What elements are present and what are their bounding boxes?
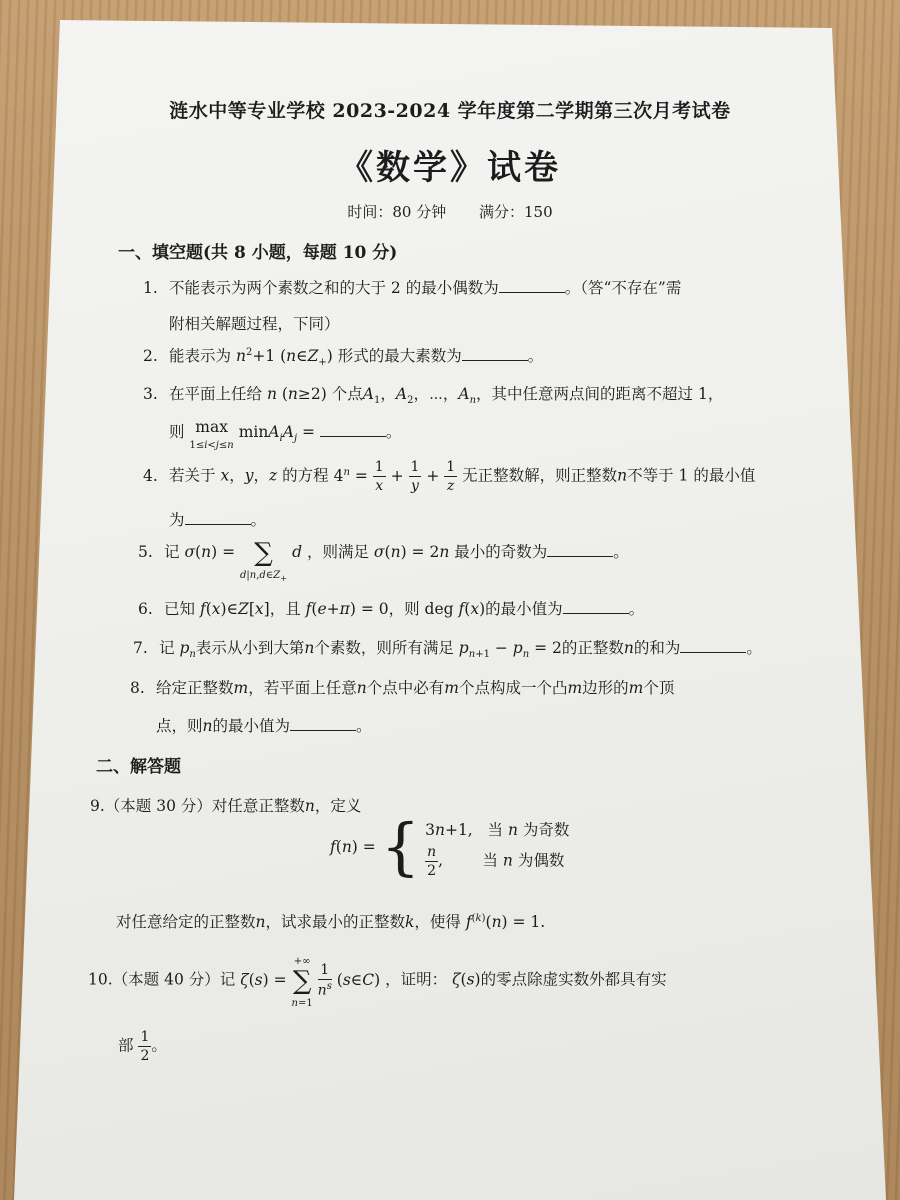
question-text: 的最小值为	[485, 600, 563, 618]
exam-meta	[0, 201, 900, 222]
formula: $4^n$ = $\frac{1}{x}$ + $\frac{1}{y}$ + $\frac{1}{z}$	[333, 459, 456, 494]
question-text: ，使得	[414, 913, 461, 931]
question-text: ，则	[388, 600, 420, 618]
formula: f(x)∈Z[x]	[199, 600, 270, 618]
question-text: 的正整数	[561, 639, 624, 657]
formula: $p_{n+1} - p_n = 2$	[458, 639, 562, 661]
question-text: 已知	[164, 600, 196, 618]
question-text: 最小的奇数为	[454, 543, 548, 561]
question-3-cont	[169, 420, 401, 451]
answer-blank[interactable]	[320, 422, 386, 437]
question-text: 。	[385, 423, 402, 441]
question-text: 能表示为	[169, 347, 232, 365]
question-text: 对任意给定的正整数	[116, 913, 256, 931]
formula: $\min A_iA_j$ =	[238, 423, 315, 445]
question-number: 8.	[130, 679, 145, 697]
question-text: 。	[356, 717, 372, 735]
piecewise-formula: f(n) = { 3n+1, 当 n 为奇数 $\frac{n}{2}$ , 当 n 为偶数	[330, 810, 570, 884]
formula: f(e+π) = 0	[305, 600, 389, 618]
formula: ζ(s)	[452, 970, 481, 989]
answer-blank[interactable]	[462, 346, 528, 361]
question-text: 。	[250, 511, 267, 529]
question-number: 9.	[90, 797, 105, 815]
exam-time: 时间：80 分钟	[347, 203, 447, 221]
section-fill-in-heading: 一、填空题(共 8 小题，每题 10 分)	[118, 243, 398, 263]
question-text: 部	[118, 1036, 134, 1055]
answer-blank[interactable]	[185, 510, 251, 525]
question-8: 8. 给定正整数m，若平面上任意n个点中必有m个点构成一个凸m边形的m个顶	[130, 679, 675, 697]
question-6	[138, 597, 644, 619]
case-text: 为奇数	[522, 821, 570, 839]
question-text: 个素数，则所有满足	[314, 639, 454, 657]
question-points: （本题 40 分）	[112, 970, 220, 989]
question-text: 。	[613, 543, 629, 561]
school-header: 涟水中等专业学校 2023-2024 学年度第二学期第三次月考试卷	[169, 100, 731, 122]
formula: σ(n) = ∑ $d|n,d\in Z_+$ d	[184, 538, 303, 583]
question-text: 给定正整数	[156, 679, 234, 697]
question-text: 记	[164, 543, 180, 561]
question-text: 。（答“不存在”需	[564, 279, 682, 297]
question-number: 4.	[143, 466, 158, 485]
case-text: 当	[482, 851, 498, 870]
question-10-cont: 部 $\frac{1}{2}$ 。	[118, 1029, 167, 1064]
question-text: 对任意正整数	[211, 797, 305, 815]
section-answer-heading: 二、解答题	[96, 757, 181, 777]
answer-blank[interactable]	[290, 716, 356, 731]
question-number: 5.	[138, 543, 153, 561]
question-number: 10.	[88, 970, 113, 989]
question-text: 表示从小到大第	[195, 639, 305, 657]
formula: $A_1$，$A_2$，⋯，$A_n$	[362, 385, 477, 407]
question-4: 4. 若关于 x，y，z 的方程 $4^n$ = $\frac{1}{x}$ + $\frac{1}{y}$ + $\frac{1}{z}$ 无正整数解，则正整数n不等于 1 的最小值	[143, 459, 756, 494]
formula: deg f(x)	[424, 600, 486, 618]
exam-title: 《数学》试卷	[339, 148, 561, 188]
formula: $f^{(k)}(n) = 1$.	[465, 912, 546, 931]
question-text: ，且	[269, 600, 301, 618]
exam-score: 满分：150	[479, 203, 553, 221]
formula: $p_n$	[179, 639, 196, 661]
question-4-cont	[169, 508, 266, 530]
question-text: 的方程	[282, 466, 329, 485]
question-text: 形式的最大素数为	[337, 347, 462, 365]
question-text: 个点	[331, 385, 363, 403]
question-text: 则	[169, 423, 185, 441]
question-3	[143, 382, 723, 406]
question-1	[143, 276, 681, 298]
question-number: 7.	[133, 639, 148, 657]
formula: max 1≤i<j≤n	[189, 418, 234, 451]
question-text: 点，则	[156, 717, 203, 735]
question-5	[138, 540, 629, 582]
question-8-cont: 点，则n的最小值为 。	[156, 717, 372, 735]
question-number: 1.	[143, 279, 158, 297]
question-text: 不能表示为两个素数之和的大于 2 的最小偶数为	[169, 279, 499, 297]
question-2	[143, 344, 543, 368]
formula: $n^2+1$ $(n\in Z_+)$	[235, 346, 333, 369]
question-text: 个点中必有	[366, 679, 445, 697]
question-text: ，定义	[314, 797, 362, 815]
question-text: 为	[169, 511, 185, 529]
answer-blank[interactable]	[499, 278, 565, 293]
question-text: ，若平面上任意	[248, 679, 357, 697]
formula: $\frac{1}{2}$	[140, 1029, 150, 1064]
answer-blank[interactable]	[680, 638, 746, 653]
case-text: 为偶数	[517, 851, 565, 870]
question-9-cont: 对任意给定的正整数n，试求最小的正整数k，使得 $f^{(k)}(n) = 1$.	[116, 912, 546, 931]
question-text: 不等于 1 的最小值	[627, 466, 756, 485]
question-1-cont: 附相关解题过程，下同）	[169, 315, 340, 333]
question-number: 6.	[138, 600, 153, 618]
question-text: 若关于	[169, 466, 216, 485]
formula: x，y，z	[220, 466, 278, 485]
question-text: 边形的	[582, 679, 629, 697]
formula: ζ(s) = +∞ ∑ n=1 $\frac{1}{n^s}$ (s∈C)	[240, 956, 381, 1009]
formula: n (n≥2)	[266, 385, 327, 403]
answer-blank[interactable]	[547, 542, 613, 557]
question-text: ，试求最小的正整数	[265, 913, 406, 931]
question-7: 7. 记 $p_n$表示从小到大第n个素数，则所有满足 $p_{n+1} - p_n = 2$的正整数n的和为 。	[133, 639, 762, 661]
question-text: 的零点除虚实数外都具有实	[480, 970, 667, 989]
question-text: 的和为	[633, 639, 681, 657]
question-text: 。	[746, 639, 762, 657]
question-text: 。	[527, 347, 544, 365]
question-text: 无正整数解，则正整数	[462, 466, 618, 485]
formula: σ(n) = 2n	[373, 543, 450, 561]
question-text: ，其中任意两点间的距离不超过 1，	[476, 385, 724, 403]
case-text: 当	[487, 821, 504, 839]
question-text: 。	[628, 600, 645, 618]
question-text: ，证明：	[385, 970, 448, 989]
question-text: 个点构成一个凸	[458, 679, 568, 697]
answer-blank[interactable]	[563, 599, 629, 614]
question-text: 的最小值为	[212, 717, 291, 735]
question-points: （本题 30 分）	[104, 797, 212, 815]
question-number: 3.	[143, 385, 158, 403]
question-text: ，则满足	[306, 543, 369, 561]
question-text: 个顶	[643, 679, 675, 697]
question-text: 记	[159, 639, 175, 657]
question-10	[88, 952, 667, 1009]
question-text: 在平面上任给	[169, 385, 263, 403]
question-9: 9.（本题 30 分）对任意正整数n，定义	[90, 797, 362, 815]
question-text: 记	[219, 970, 236, 989]
question-number: 2.	[143, 347, 158, 365]
